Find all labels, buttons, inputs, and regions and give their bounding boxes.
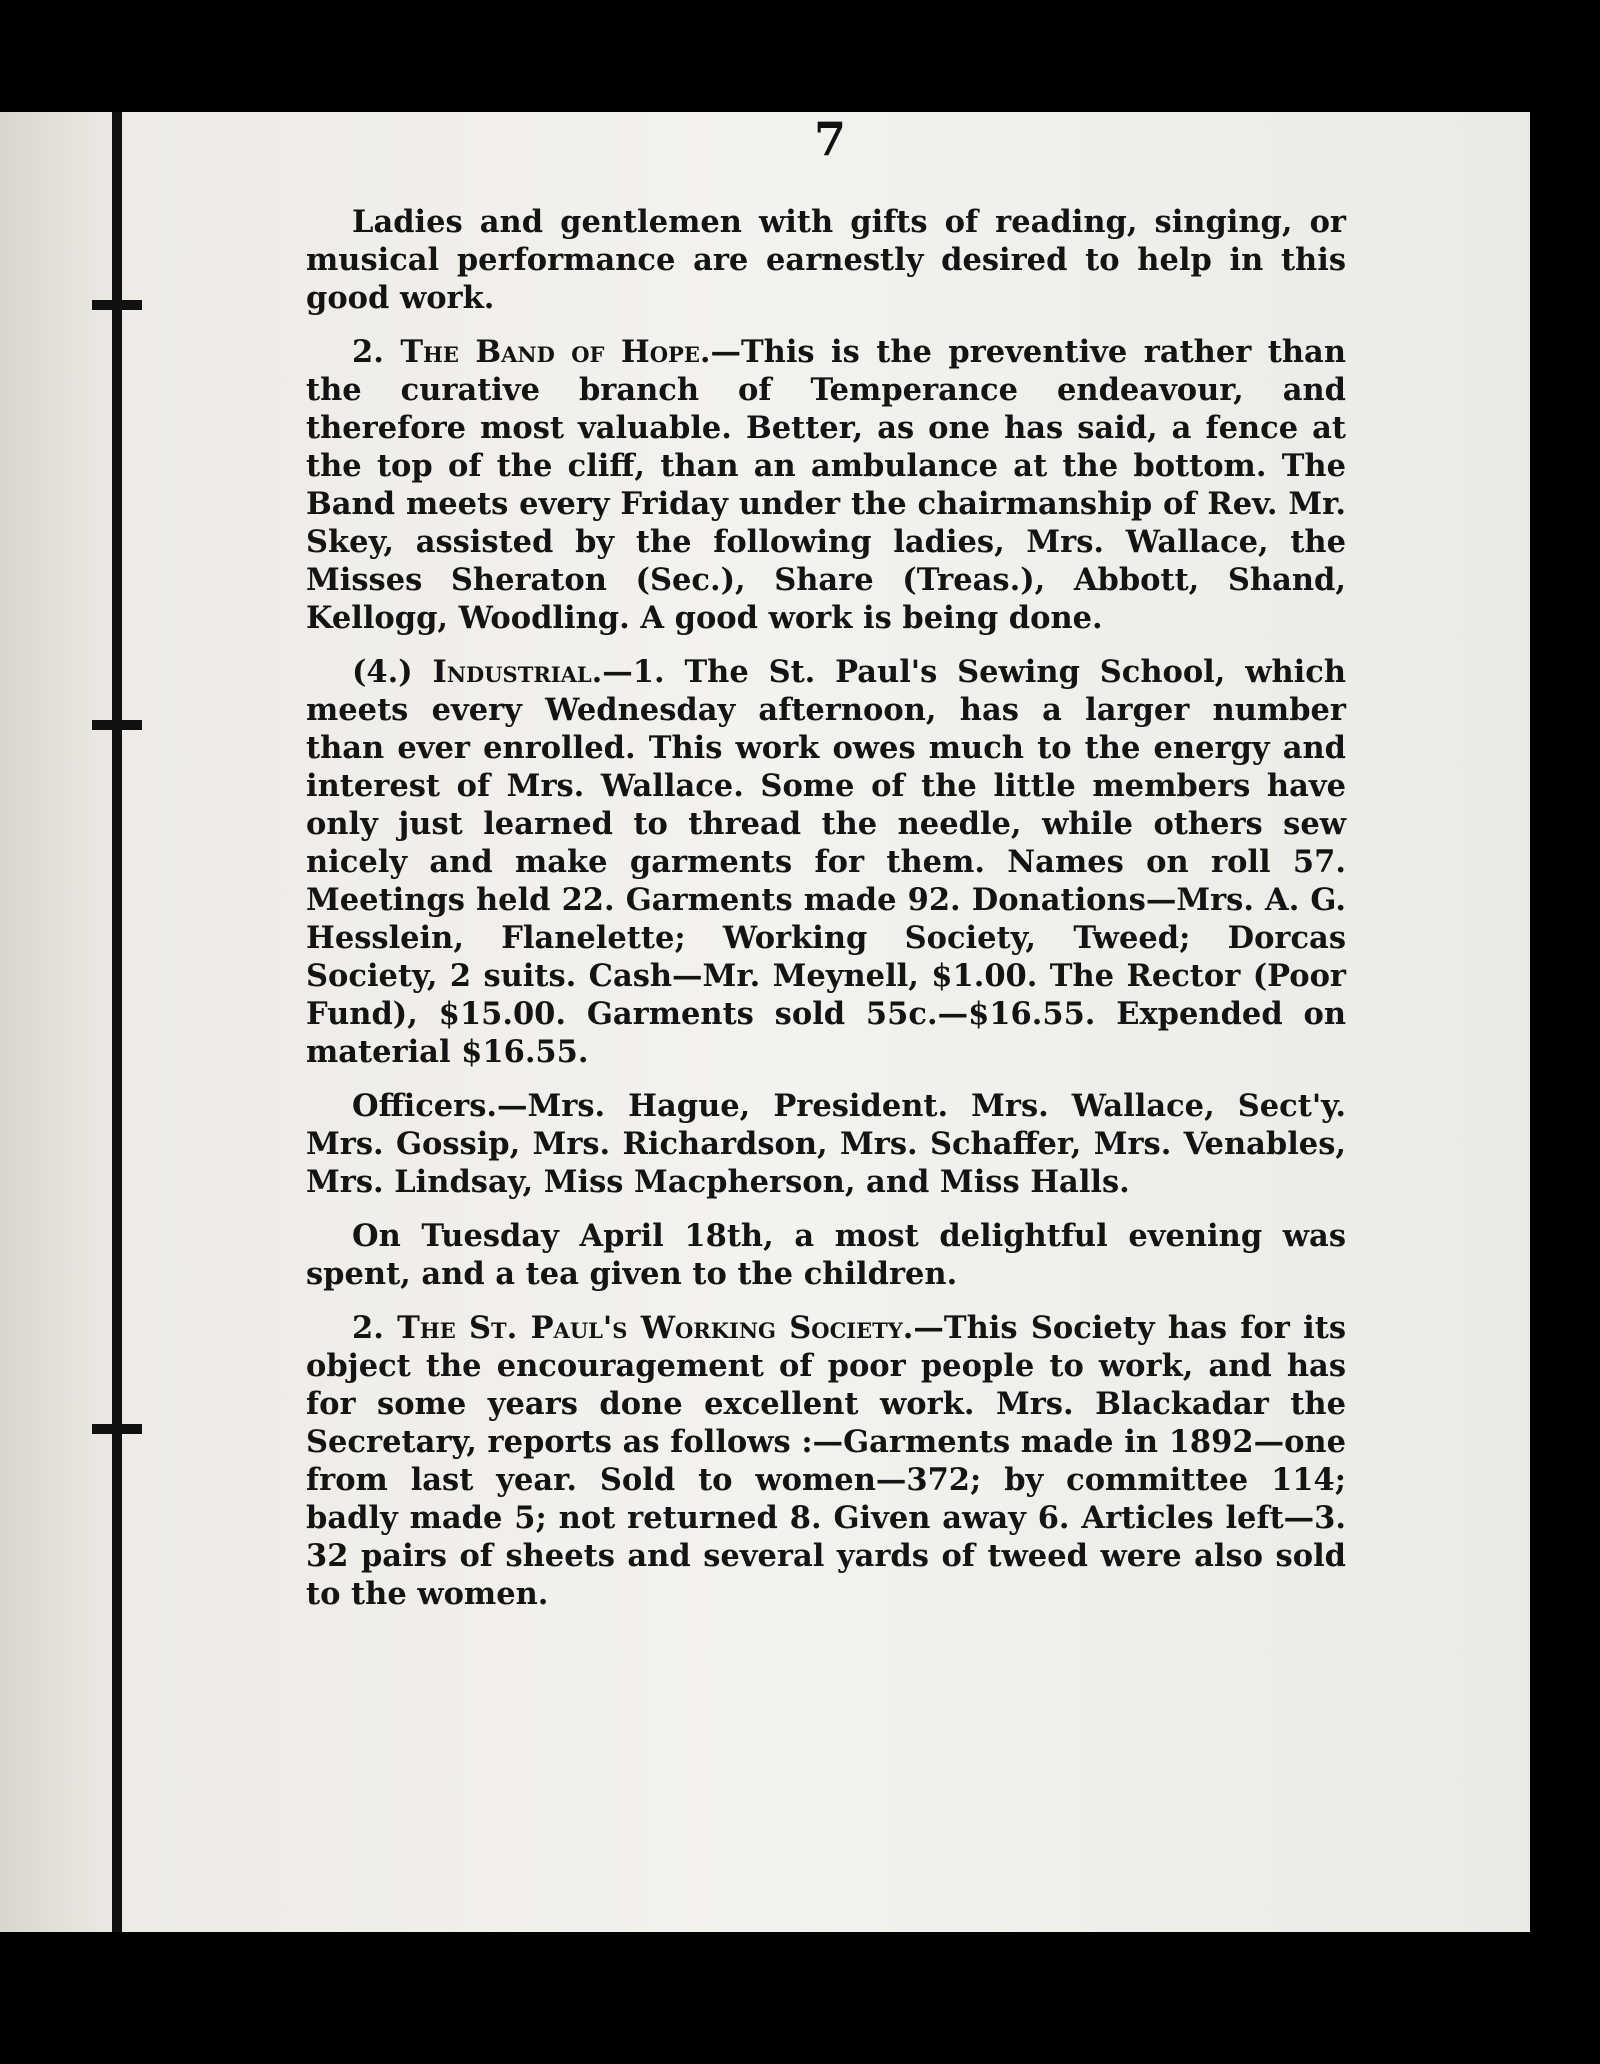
section-text: —1. The St. Paul's Sewing School, which meets every Wednesday afternoon, has a larger number than ever enrolled. This work owes much to the energy and interest of Mrs. Wallace. Some of the little members have only just learned to thread the needle, while others sew nicely and make garments for them. Names on roll 57. Meetings held 22. Garments made 92. Donations—Mrs. A. G. Hesslein, Flanelette; Working Society, Tweed; Dorcas Society, 2 suits. Cash—Mr. Meynell, $1.00. The Rector (Poor Fund), $15.00. Garments sold 55c.—$16.55. Expended on material $16.55. <box>306 654 1346 1070</box>
binding-stitch <box>92 720 142 730</box>
section-heading: The Band of Hope. <box>400 334 711 370</box>
paragraph-officers: Officers.—Mrs. Hague, President. Mrs. Wallace, Sect'y. Mrs. Gossip, Mrs. Richardson, Mrs. Schaffer, Mrs. Venables, Mrs. Lindsay, Miss Macpherson, and Miss Halls. <box>306 1088 1346 1200</box>
section-text: —This is the preventive rather than the curative branch of Temperance endeavour, and therefore most valuable. Better, as one has said, a fence at the top of the cliff, than an ambulance at the bottom. The Band meets every Friday under the chairmanship of Rev. Mr. Skey, assisted by the following ladies, Mrs. Wallace, the Misses Sheraton (Sec.), Share (Treas.), Abbott, Shand, Kellogg, Woodling. A good work is being done. <box>306 334 1346 636</box>
section-number: (4.) <box>352 654 413 690</box>
page-number: 7 <box>813 112 846 166</box>
section-text: —This Society has for its object the encouragement of poor people to work, and has for some years done excellent work. Mrs. Blackadar the Secretary, reports as follows :—Garments made in 1892—one from last year. Sold to women—372; by committee 114; badly made 5; not returned 8. Given away 6. Articles left—3. 32 pairs of sheets and several yards of tweed were also sold to the women. <box>306 1310 1346 1612</box>
document-body <box>306 203 1346 1629</box>
section-heading: Industrial. <box>432 654 603 690</box>
paragraph-entertainers: Ladies and gentlemen with gifts of reading, singing, or musical performance are earnestly desired to help in this good work. <box>306 204 1346 316</box>
section-heading: The St. Paul's Working Society. <box>397 1310 914 1346</box>
paragraph-working-society <box>306 1309 1346 1613</box>
binding-stitch <box>92 300 142 310</box>
paragraph-tea-evening: On Tuesday April 18th, a most delightful evening was spent, and a tea given to the children. <box>306 1218 1346 1292</box>
binding-spine <box>112 112 122 1932</box>
section-number: 2. <box>352 1310 384 1346</box>
binding-stitch <box>92 1424 142 1434</box>
paragraph-industrial <box>306 653 1346 1071</box>
paragraph-band-of-hope <box>306 333 1346 637</box>
section-number: 2. <box>352 334 384 370</box>
